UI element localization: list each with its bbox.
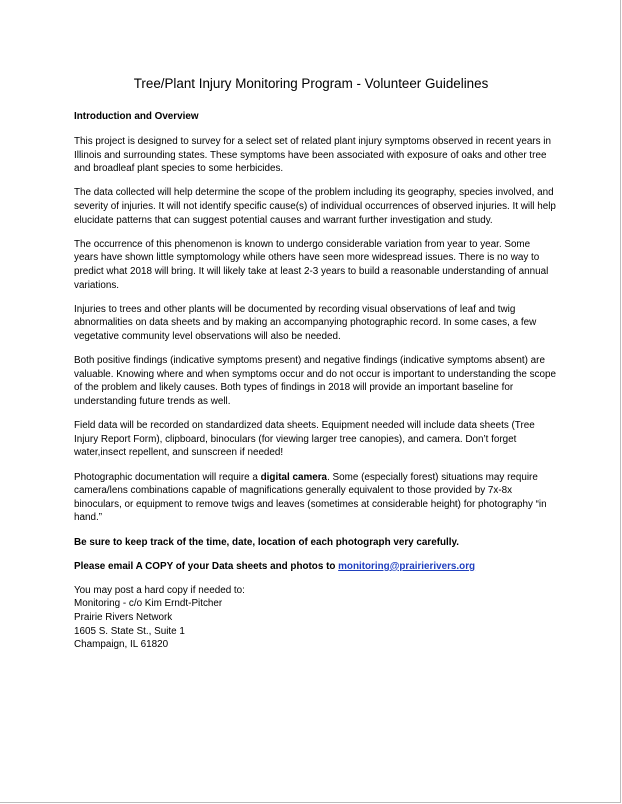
mailing-line: Monitoring - c/o Kim Erndt-Pitcher [74, 598, 223, 610]
mailing-line: 1605 S. State St., Suite 1 [74, 625, 185, 637]
section-heading: Introduction and Overview [74, 111, 199, 122]
mailing-address [74, 584, 556, 652]
reminder-line: Be sure to keep track of the time, date, location of each photograph very carefully. [74, 536, 460, 548]
paragraph-findings: Both positive findings (indicative symptoms present) and negative findings (indicative symptoms absent) are valuable. Knowing where and when symptoms occur and do not occur is important to understanding the scope of the problem and likely causes. Both types of findings in 2018 will provide an important baseline for understanding future trends as well. [74, 355, 556, 407]
document-title: Tree/Plant Injury Monitoring Program - Volunteer Guidelines [133, 76, 489, 91]
mailing-line: Prairie Rivers Network [74, 612, 173, 624]
mailing-intro: You may post a hard copy if needed to: [74, 584, 245, 596]
email-line-text: Please email A COPY of your Data sheets and photos to [74, 560, 339, 572]
photo-text-after: . Some (especially forest) situations may require camera/lens combinations capable of magnifications generally equivalent to those provided by 7x-8x binoculars, or equipment to remove twigs and leaves (sometimes at considerable height) for photography “in hand.” [74, 471, 547, 524]
paragraph-photography [74, 471, 556, 525]
photo-text-bold: digital camera [260, 471, 328, 483]
mailing-line: Champaign, IL 61820 [74, 639, 169, 651]
paragraph-data-scope: The data collected will help determine the scope of the problem including its geography, species involved, and severity of injuries. It will not identify specific cause(s) of individual occurrences of observed injuries. It will help elucidate patterns that can suggest potential causes and warrant further investigation and study. [74, 187, 556, 226]
email-link[interactable]: monitoring@prairierivers.org [338, 560, 476, 572]
photo-text-before: Photographic documentation will require a [74, 471, 261, 483]
document-body [74, 110, 556, 652]
paragraph-field-data: Field data will be recorded on standardized data sheets. Equipment needed will include data sheets (Tree Injury Report Form), clipboard, binoculars (for viewing larger tree canopies), and camera. Don’t forget water,insect repellent, and sunscreen if needed! [74, 420, 535, 459]
paragraph-documentation: Injuries to trees and other plants will be documented by recording visual observations of leaf and twig abnormalities on data sheets and by making an accompanying photographic record. In some cases, a few vegetative community level observations will also be needed. [74, 303, 537, 342]
paragraph-variation: The occurrence of this phenomenon is known to undergo considerable variation from year to year. Some years have shown little symptomology while others have seen more widespread issues. There is no way to predict what 2018 will bring. It will likely take at least 2-3 years to build a reasonable understanding of annual variations. [74, 238, 549, 291]
email-line [74, 560, 556, 574]
paragraph-intro: This project is designed to survey for a select set of related plant injury symptoms observed in recent years in Illinois and surrounding states. These symptoms have been associated with exposure of oaks and other tree and broadleaf plant species to some herbicides. [74, 136, 551, 175]
